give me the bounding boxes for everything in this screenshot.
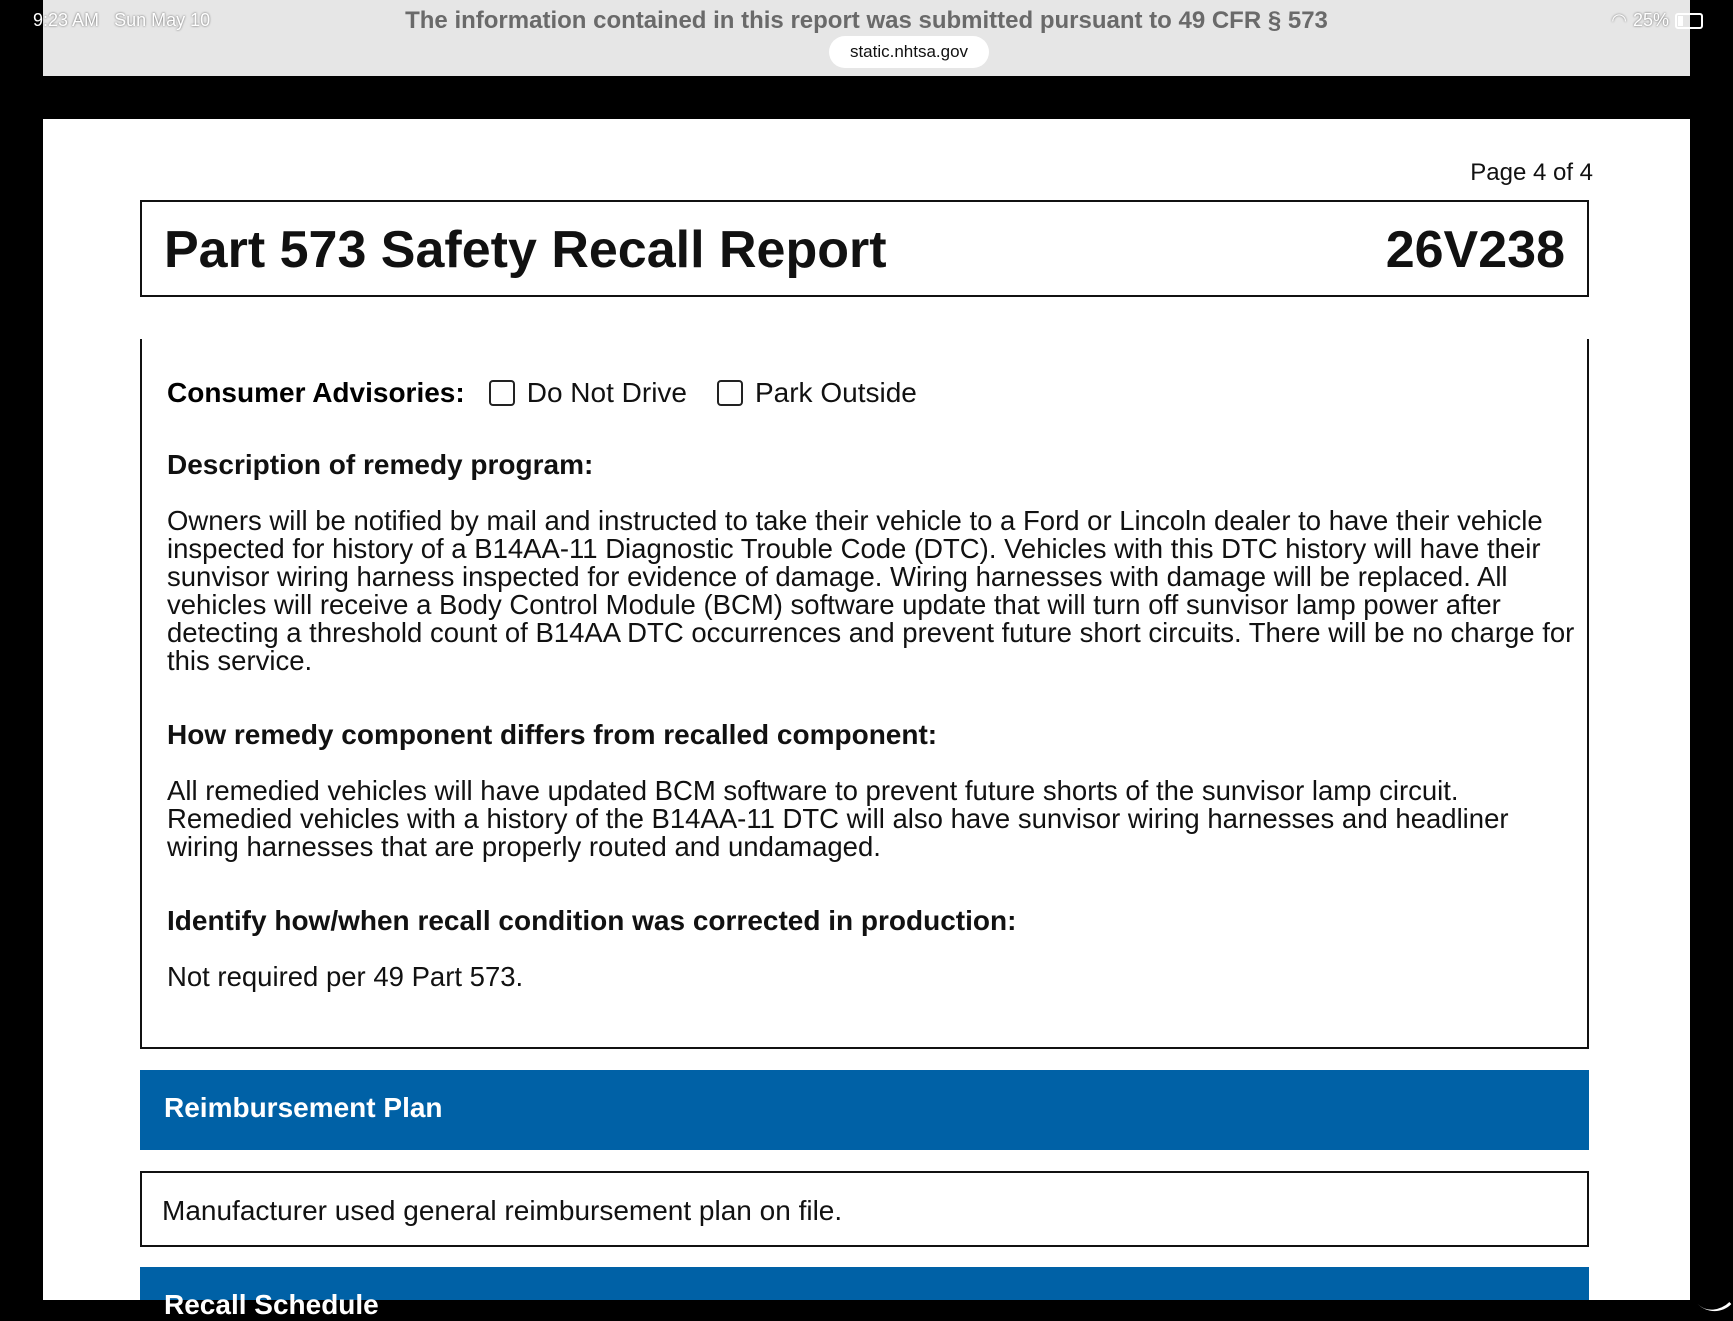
status-clock: 9:23 AM [33, 10, 100, 30]
battery-percent: 25% [1632, 10, 1669, 30]
consumer-advisories [167, 377, 947, 409]
production-correction-text: Not required per 49 Part 573. [167, 961, 524, 992]
wifi-icon: ◠ [1611, 10, 1627, 30]
reimbursement-bar [140, 1070, 1589, 1150]
do-not-drive-label: Do Not Drive [526, 377, 687, 408]
status-date: Sun May 10 [114, 10, 211, 30]
recall-schedule-bar [140, 1267, 1589, 1320]
reimbursement-box [140, 1171, 1589, 1247]
page-number: Page 4 of 4 [1470, 159, 1593, 186]
do-not-drive-checkbox[interactable] [489, 380, 515, 406]
recall-schedule-title: Recall Schedule [164, 1289, 379, 1320]
reimbursement-title: Reimbursement Plan [164, 1092, 443, 1123]
status-time [33, 10, 210, 31]
report-banner: The information contained in this report was submitted pursuant to 49 CFR § 573 [405, 7, 1328, 34]
report-page [43, 119, 1690, 1320]
recall-id: 26V238 [1385, 221, 1565, 279]
remedy-program-heading: Description of remedy program: [167, 449, 594, 480]
scroll-corner-icon [1695, 1285, 1731, 1321]
remedy-program-text: Owners will be notified by mail and instructed to take their vehicle to a Ford or Lincoln dealer to have their vehicle inspected for history of a B14AA-11 Diagnostic Trouble Code (DTC). Vehicles with this DTC history will have their sunvisor wiring harness inspected for evidence of damage. Wiring harnesses with damage will be replaced. All vehicles will receive a Body Control Module (BCM) software update that will turn off sunvisor lamp power after detecting a threshold count of B14AA DTC occurrences and prevent future short circuits. There will be no charge for this service. [167, 505, 1575, 676]
url-bar[interactable]: static.nhtsa.gov [829, 36, 989, 68]
remedy-content [140, 339, 1589, 1049]
park-outside-checkbox[interactable] [717, 380, 743, 406]
production-correction-heading: Identify how/when recall condition was corrected in production: [167, 905, 1017, 936]
reimbursement-text: Manufacturer used general reimbursement plan on file. [162, 1195, 843, 1226]
battery-icon [1675, 13, 1703, 29]
status-indicators [1611, 10, 1703, 31]
browser-top-bar [43, 0, 1690, 76]
advisories-label: Consumer Advisories: [167, 377, 465, 408]
park-outside-label: Park Outside [754, 377, 917, 408]
report-header [140, 200, 1589, 297]
report-title: Part 573 Safety Recall Report [164, 221, 887, 279]
remedy-difference-text: All remedied vehicles will have updated BCM software to prevent future shorts of the sunvisor lamp circuit. Remedied vehicles with a history of the B14AA-11 DTC will also have sunvisor wiring harnesses and headliner wiring harnesses that are properly routed and undamaged. [167, 775, 1509, 862]
remedy-difference-heading: How remedy component differs from recalled component: [167, 719, 938, 750]
